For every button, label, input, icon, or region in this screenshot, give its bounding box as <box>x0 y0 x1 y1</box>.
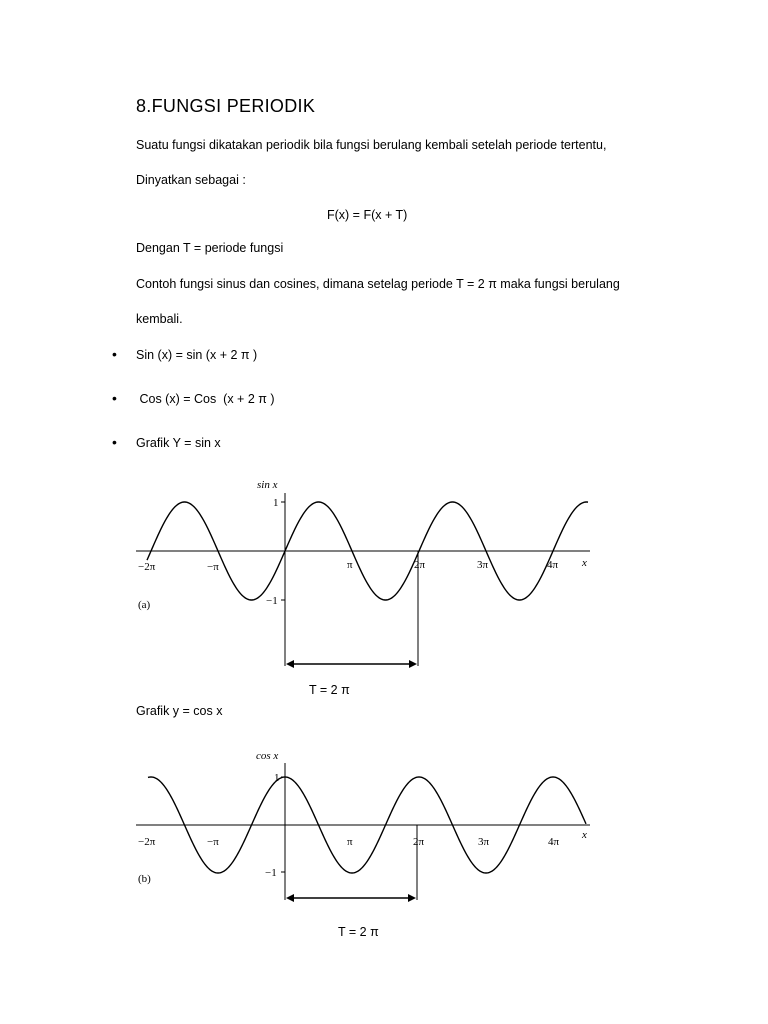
formula: F(x) = F(x + T) <box>327 208 408 222</box>
x-axis-label: x <box>582 829 587 841</box>
arrowhead-right <box>409 660 417 668</box>
x-tick-label: 3π <box>477 559 489 571</box>
arrowhead-right <box>408 894 416 902</box>
x-tick-label: 4π <box>548 836 560 848</box>
page-title: 8.FUNGSI PERIODIK <box>136 96 316 116</box>
panel-label: (b) <box>138 873 151 885</box>
arrowhead-left <box>286 660 294 668</box>
cosine-graph <box>0 740 768 910</box>
x-tick-label: 2π <box>413 836 425 848</box>
x-tick-label: π <box>347 559 353 571</box>
arrowhead-left <box>286 894 294 902</box>
x-tick-label: −π <box>207 836 219 848</box>
paragraph-definition: Suatu fungsi dikatakan periodik bila fungsi berulang kembali setelah periode tertentu, <box>136 138 607 152</box>
panel-label: (a) <box>138 599 151 611</box>
bullet-icon: • <box>112 434 117 450</box>
y-axis-label: cos x <box>256 750 279 762</box>
sine-graph <box>0 470 768 680</box>
period-label-sin: T = 2 π <box>309 683 350 697</box>
y-tick-label-1: 1 <box>274 772 280 784</box>
x-axis-label: x <box>582 557 587 569</box>
y-tick-label-minus-1: −1 <box>266 595 278 607</box>
period-label-cos: T = 2 π <box>338 925 379 939</box>
bullet-icon: • <box>112 390 117 406</box>
caption-cos: Grafik y = cos x <box>136 704 223 718</box>
x-tick-label: −2π <box>138 561 156 573</box>
x-tick-label: 2π <box>414 559 426 571</box>
bullet-item-cos: Cos (x) = Cos (x + 2 π ) <box>136 392 275 406</box>
x-tick-label: π <box>347 836 353 848</box>
paragraph-stated-as: Dinyatkan sebagai : <box>136 173 246 187</box>
bullet-item-sin: Sin (x) = sin (x + 2 π ) <box>136 348 258 362</box>
y-axis-label: sin x <box>257 479 278 491</box>
paragraph-example-line2: kembali. <box>136 312 183 326</box>
x-tick-label: −2π <box>138 836 156 848</box>
x-tick-label: −π <box>207 561 219 573</box>
bullet-item-graph-sin: Grafik Y = sin x <box>136 436 221 450</box>
y-tick-label-1: 1 <box>273 497 279 509</box>
x-tick-label: 4π <box>547 559 559 571</box>
paragraph-period-def: Dengan T = periode fungsi <box>136 241 284 255</box>
paragraph-example-line1: Contoh fungsi sinus dan cosines, dimana setelag periode T = 2 π maka fungsi berulang <box>136 277 620 291</box>
y-tick-label-minus-1: −1 <box>265 867 277 879</box>
x-tick-label: 3π <box>478 836 490 848</box>
bullet-icon: • <box>112 346 117 362</box>
